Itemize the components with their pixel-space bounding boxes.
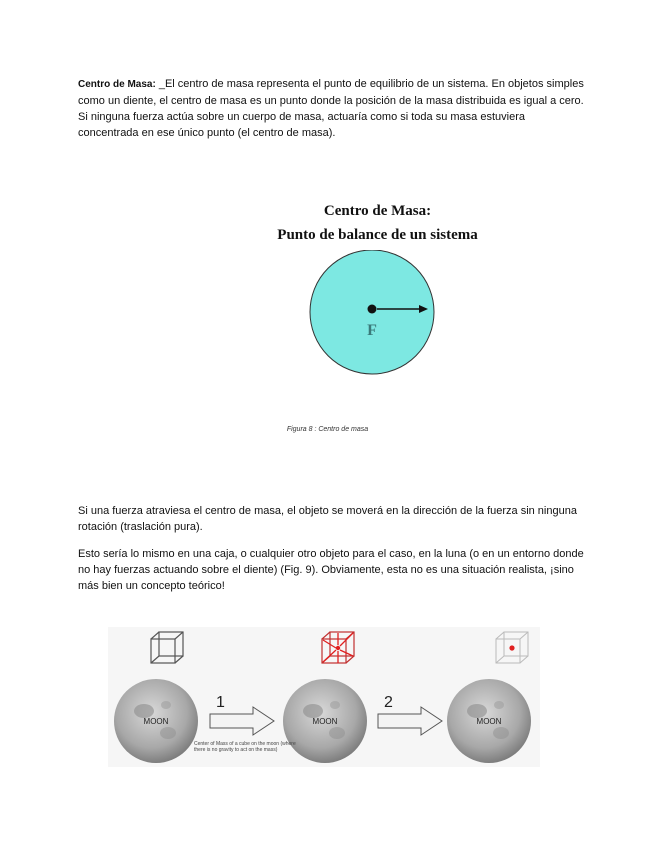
- step-1-number: 1: [216, 694, 225, 711]
- cube-1-icon: [151, 632, 183, 663]
- paragraph-1-text: _El centro de masa representa el punto de equilibrio de un sistema. En objetos simples como un diente, el centro de masa es un punto donde la posición de la masa distribuida es igual a cero. Si ninguna fuerza actúa sobre un cuerpo de masa, actuaría como si toda su masa estuviera concentrada en ese único punto (el centro de masa).: [78, 78, 584, 139]
- figure-9-diagram: [108, 627, 540, 767]
- moon-2-label: MOON: [312, 717, 338, 726]
- term-centro-de-masa: Centro de Masa:: [78, 79, 156, 90]
- figure-8-center-of-mass: [265, 195, 490, 410]
- paragraph-moon-example: Esto sería lo mismo en una caja, o cualquier otro objeto para el caso, en la luna (o en un entorno donde no hay fuerzas actuando sobre el diente) (Fig. 9). Obviamente, esta no es una situación realista, ¡sino más bien un concepto teórico!: [78, 548, 584, 592]
- figure-9-note: Center of Mass of a cube on the moon (where there is no gravity to act on the mass): [194, 741, 296, 753]
- cube-2-icon: [322, 632, 354, 663]
- moon-3-label: MOON: [476, 717, 502, 726]
- moon-1: [114, 679, 198, 763]
- paragraph-centro-de-masa: [78, 76, 588, 141]
- figure-8-title: Centro de Masa:: [323, 203, 432, 219]
- figure-8-diagram: [265, 250, 490, 410]
- figure-8-caption: Figura 8 : Centro de masa: [286, 426, 369, 433]
- figure-9-moon-cube: [108, 627, 540, 767]
- cube-3-icon: [496, 632, 528, 663]
- moon-3: [447, 679, 531, 763]
- moon-1-label: MOON: [143, 717, 169, 726]
- center-of-mass-dot: [368, 305, 377, 314]
- step-2-arrow: [378, 694, 442, 735]
- paragraph-pure-translation: Si una fuerza atraviesa el centro de masa, el objeto se moverá en la dirección de la fuerza sin ninguna rotación (traslación pura).: [78, 505, 577, 533]
- step-2-number: 2: [384, 694, 393, 711]
- force-label: F: [367, 322, 377, 339]
- step-1-arrow: [210, 694, 274, 735]
- figure-8-subtitle: Punto de balance de un sistema: [277, 227, 478, 243]
